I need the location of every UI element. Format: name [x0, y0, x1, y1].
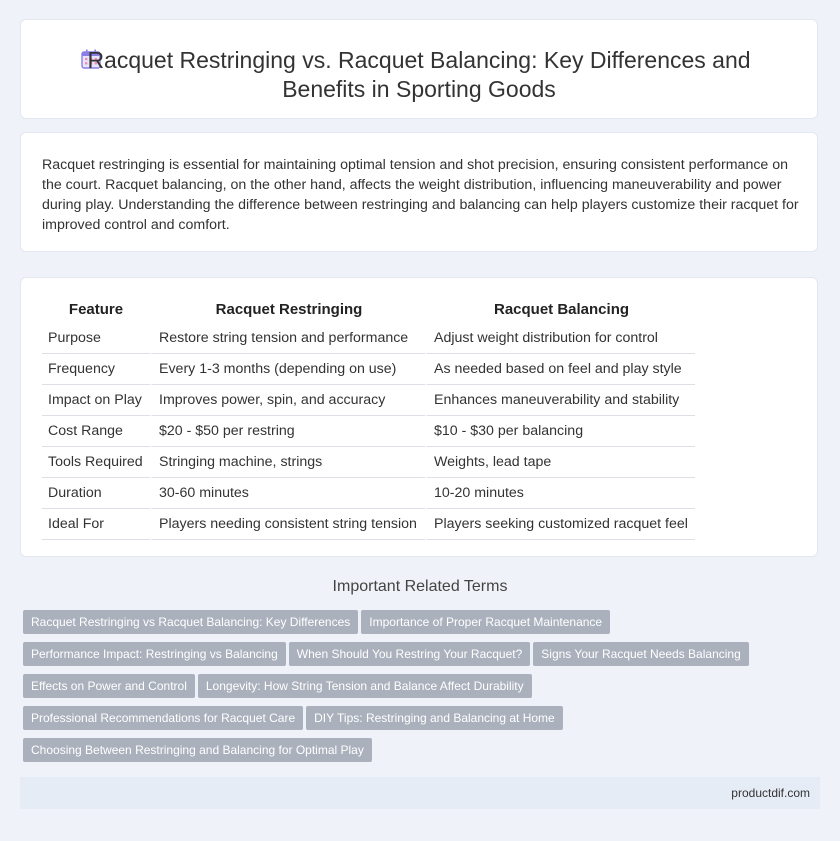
table-cell: 10-20 minutes: [425, 478, 695, 509]
table-cell: Adjust weight distribution for control: [425, 323, 695, 354]
column-header-restringing: Racquet Restringing: [150, 295, 425, 323]
table-cell: Weights, lead tape: [425, 447, 695, 478]
comparison-table: [42, 295, 695, 540]
related-term-tag[interactable]: Performance Impact: Restringing vs Balancing: [23, 642, 286, 666]
table-cell: Improves power, spin, and accuracy: [150, 385, 425, 416]
table-cell: Players needing consistent string tension: [150, 509, 425, 540]
related-term-tag[interactable]: When Should You Restring Your Racquet?: [289, 642, 531, 666]
footer: [20, 777, 820, 809]
intro-card: [20, 132, 818, 252]
table-cell: Frequency: [42, 354, 150, 385]
table-cell: Restore string tension and performance: [150, 323, 425, 354]
table-cell: Every 1-3 months (depending on use): [150, 354, 425, 385]
header-card: [20, 19, 818, 119]
related-term-tag[interactable]: Signs Your Racquet Needs Balancing: [533, 642, 748, 666]
table-cell: Players seeking customized racquet feel: [425, 509, 695, 540]
comparison-table-card: [20, 277, 818, 557]
table-cell: 30-60 minutes: [150, 478, 425, 509]
table-row: [42, 385, 695, 416]
table-cell: Stringing machine, strings: [150, 447, 425, 478]
table-cell: $10 - $30 per balancing: [425, 416, 695, 447]
related-term-tag[interactable]: Effects on Power and Control: [23, 674, 195, 698]
table-header-row: [42, 295, 695, 323]
table-cell: Impact on Play: [42, 385, 150, 416]
table-cell: Duration: [42, 478, 150, 509]
table-cell: Ideal For: [42, 509, 150, 540]
table-row: [42, 323, 695, 354]
related-term-tag[interactable]: Choosing Between Restringing and Balancing for Optimal Play: [23, 738, 372, 762]
table-cell: Cost Range: [42, 416, 150, 447]
related-term-tag[interactable]: Longevity: How String Tension and Balance Affect Durability: [198, 674, 532, 698]
related-terms-list: [23, 610, 803, 770]
related-terms-title: Important Related Terms: [332, 578, 508, 595]
related-term-tag[interactable]: Professional Recommendations for Racquet Care: [23, 706, 303, 730]
intro-paragraph: Racquet restringing is essential for maintaining optimal tension and shot precision, ensuring consistent performance on the court. Racquet balancing, on the other hand, affects the weight distribution, influencing maneuverability and power during play. Understanding the difference between restringing and balancing can help players customize their racquet for improved control and comfort.: [42, 157, 799, 233]
table-row: [42, 478, 695, 509]
column-header-feature: Feature: [68, 300, 124, 318]
table-cell: As needed based on feel and play style: [425, 354, 695, 385]
table-row: [42, 447, 695, 478]
table-cell: $20 - $50 per restring: [150, 416, 425, 447]
table-row: [42, 416, 695, 447]
table-row: [42, 509, 695, 540]
table-cell: Enhances maneuverability and stability: [425, 385, 695, 416]
table-cell: Tools Required: [42, 447, 150, 478]
column-header-balancing: Racquet Balancing: [425, 295, 695, 323]
footer-site-link[interactable]: productdif.com: [731, 786, 810, 800]
related-term-tag[interactable]: Importance of Proper Racquet Maintenance: [361, 610, 610, 634]
table-cell: Purpose: [42, 323, 150, 354]
table-row: [42, 354, 695, 385]
related-term-tag[interactable]: DIY Tips: Restringing and Balancing at Home: [306, 706, 563, 730]
page-title: Racquet Restringing vs. Racquet Balancing: Key Differences and Benefits in Sporting Goods: [87, 47, 751, 102]
related-term-tag[interactable]: Racquet Restringing vs Racquet Balancing: Key Differences: [23, 610, 358, 634]
